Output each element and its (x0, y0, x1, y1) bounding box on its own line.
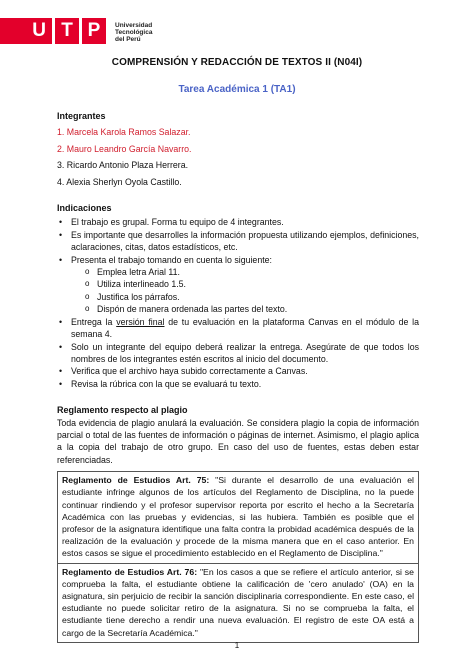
article-76-label: Reglamento de Estudios Art. 76: (62, 566, 198, 577)
members-heading: Integrantes (57, 111, 106, 121)
article-75-box (57, 471, 419, 563)
logo-letter-u: U (0, 18, 52, 44)
document-title: COMPRENSIÓN Y REDACCIÓN DE TEXTOS II (N04I) (111, 57, 363, 68)
final-version-text: versión final (116, 316, 165, 327)
format-item: o Emplea letra Arial 11. (85, 266, 419, 278)
university-name: Universidad Tecnológica del Perú (115, 22, 153, 44)
format-item: o Justifica los párrafos. (85, 291, 419, 303)
instruction-item: • Es importante que desarrolles la información propuesta utilizando ejemplos, definiciones, aclaraciones, citas, datos estadísticos, etc. (57, 229, 419, 254)
document-subtitle: Tarea Académica 1 (TA1) (178, 84, 296, 95)
logo-letter-t: T (55, 18, 79, 44)
instruction-item: • Revisa la rúbrica con la que se evaluará tu texto. (57, 378, 419, 390)
member-item: 1. Marcela Karola Ramos Salazar. (57, 127, 191, 138)
instruction-item: • Presenta el trabajo tomando en cuenta lo siguiente: o Emplea letra Arial 11. o Utiliza interlineado 1.5. o Justifica los párrafos. o Dispón de manera ordenada las partes del texto. (57, 254, 419, 316)
instructions-list (57, 216, 419, 390)
article-76-text: "En los casos a que se refiere el artículo anterior, si se comprueba la falta, el estudiante obtiene la calificación de 'cero anulado' (OA) en la asignatura, sin perjuicio de recibir la sanción disciplinaria correspondiente. En este caso, el estudiante no puede solicitar retiro de la asignatura. Si no se comprueba la falta, el estudiante tiene derecho a rendir una nueva evaluación. El registro de este OA está a cargo de la Secretaría Académica." (62, 566, 414, 638)
logo-letter-p: P (82, 18, 106, 44)
page-number: 1 (234, 641, 240, 650)
article-76-box (57, 564, 419, 643)
member-item: 2. Mauro Leandro García Navarro. (57, 143, 192, 154)
article-75-text: "Si durante el desarrollo de una evaluación el estudiante infringe algunos de los artículos del Reglamento de Disciplina, no la puede continuar rindiendo y el profesor supervisor reporta por escrito el hecho a la Secretaría Académica con las pruebas y evidencias, si las hubiera. También es posible que el profesor de la asignatura identifique una falta contra la probidad académica después de la realización de la evaluación y procede de la misma manera que en el caso anterior. En estos casos se sigue el procedimiento establecido en el Reglamento de Disciplina." (62, 475, 414, 559)
instruction-item: • Entrega la versión final de tu evaluación en la plataforma Canvas en el módulo de la semana 4. (57, 316, 419, 341)
article-75-label: Reglamento de Estudios Art. 75: (62, 475, 210, 486)
format-item: o Utiliza interlineado 1.5. (85, 278, 419, 290)
instruction-item: • Verifica que el archivo haya subido correctamente a Canvas. (57, 365, 419, 377)
utp-logo (0, 18, 152, 44)
instruction-item: • Solo un integrante del equipo deberá realizar la entrega. Asegúrate de que todos los nombres de los integrantes estén escritos al inicio del documento. (57, 341, 419, 366)
plagiarism-paragraph: Toda evidencia de plagio anulará la evaluación. Se considera plagio la copia de información parcial o total de las fuentes de información o páginas de internet. Asimismo, el plagio aplica a la copia del trabajo de otro grupo. En caso del uso de fuentes, estas deben estar referenciadas. (57, 417, 419, 465)
format-item: o Dispón de manera ordenada las partes del texto. (85, 303, 419, 315)
document-body (57, 110, 419, 643)
plagiarism-heading: Reglamento respecto al plagio (57, 405, 188, 416)
instruction-item: • El trabajo es grupal. Forma tu equipo de 4 integrantes. (57, 216, 419, 228)
instructions-heading: Indicaciones (57, 203, 112, 214)
member-item: 3. Ricardo Antonio Plaza Herrera. (57, 160, 189, 171)
member-item: 4. Alexia Sherlyn Oyola Castillo. (57, 176, 182, 187)
format-sublist (71, 266, 419, 316)
